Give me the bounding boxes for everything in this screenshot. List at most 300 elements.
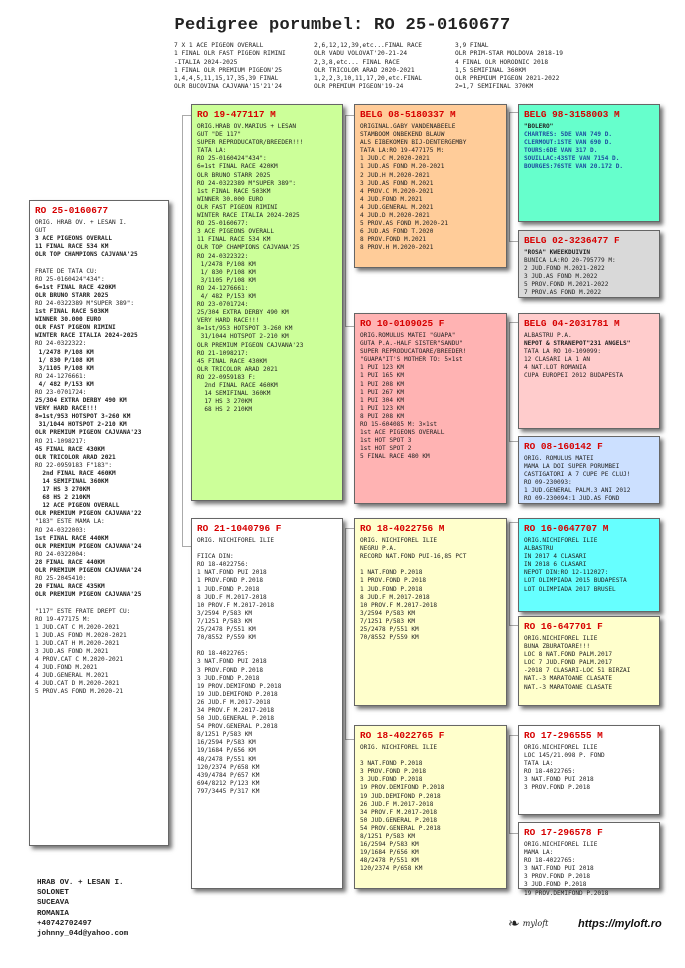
detail-line: RO 18-4022765:	[524, 857, 576, 865]
detail-line: 26 JUD.F M.2017-2018	[360, 800, 434, 808]
detail-line: 3 JUD.AS FOND M.2022	[524, 273, 598, 281]
detail-line: SUPER REPRODUCATOR/BREEDER!!!	[197, 139, 304, 147]
detail-line: MAMA LA DOI SUPER PORUMBEI	[524, 463, 620, 471]
detail-line: RO 21-1098217:	[35, 437, 87, 445]
detail-line: 1/2478 P/108 KM	[197, 260, 256, 268]
detail-line: 3 NAT.FOND P.2018	[360, 760, 423, 768]
detail-line: 70/8552 P/559 KM	[360, 634, 419, 642]
detail-line: NEPOT & STRANEPOT"231 ANGELS"	[524, 340, 631, 348]
card-dam	[191, 518, 343, 889]
detail-line: ORIG.HRAB OV.MARIUS + LESAN	[197, 123, 297, 130]
detail-line: ORIG.NICHIFOREL ILIE	[524, 635, 598, 642]
detail-line: RO 24-1276661:	[197, 284, 249, 292]
detail-line: LOC 145/21.098 P. FOND	[524, 752, 605, 760]
detail-line: STAMBOOM ONBEKEND BLAUW	[360, 131, 445, 139]
achievement-line: 4 FINAL OLR HORODNIC 2018	[455, 58, 549, 66]
detail-line: BUNICA LA:RO 20-795779 M:	[524, 257, 616, 265]
card-details	[35, 219, 163, 697]
detail-line: RO 18-4022765:	[524, 768, 576, 776]
detail-line: 25/2478 P/551 KM	[360, 626, 419, 634]
card-sss	[518, 104, 660, 222]
detail-line: 12 ACE PIGEON OVERALL	[35, 502, 120, 510]
detail-line: 4 JUD.D M.2020-2021	[360, 212, 430, 220]
card-details	[524, 744, 654, 793]
detail-line: 31/1044 HOTSPOT 2-210 KM	[35, 421, 127, 429]
site-logo	[508, 916, 548, 932]
detail-line: BOURGES:76STE VAN 20.172 D.	[524, 163, 624, 171]
detail-line: RO 25-0160424"434":	[197, 155, 267, 163]
detail-line: 50 JUD.GENERAL P.2018	[360, 816, 438, 824]
detail-line: "BOLERO"	[524, 123, 554, 130]
card-details	[524, 249, 654, 298]
detail-line: ORIG. NICHIFOREL ILIE	[360, 744, 438, 751]
detail-line: 17 HS 3 270KM	[197, 398, 253, 406]
card-sdd	[518, 436, 660, 504]
detail-line: 4 JUD.GENERAL M.2021	[35, 672, 109, 680]
detail-line: "ROSA" KWEEKDUIVIN	[524, 249, 591, 256]
achievement-line: 1,4,4,5,11,15,17,35,39 FINAL	[174, 75, 279, 83]
detail-line: RO 18-4022765:	[197, 650, 249, 658]
detail-line: 3 ACE PIGEONS OVERALL	[197, 228, 275, 236]
detail-line: 11 FINAL RACE 534 KM	[35, 243, 109, 251]
detail-line: ORIG. NICHIFOREL ILIE	[197, 537, 275, 544]
card-details	[524, 455, 654, 504]
detail-line: RO 25-2045410:	[35, 575, 87, 583]
detail-line: 1 JUD.GENERAL PALM.3 ANI 2012	[524, 487, 631, 495]
achievement-line: 7 X 1 ACE PIGEON OVERALL	[174, 42, 264, 49]
detail-line: 5 PROV.AS FOND M.2020-21	[35, 688, 124, 696]
detail-line: FRATE DE TATA CU:	[35, 267, 98, 275]
achievement-line: 1 FINAL OLR FAST PIGEON RIMINI	[174, 50, 286, 58]
detail-line: 11 FINAL RACE 534 KM	[197, 236, 271, 244]
detail-line: 68 HS 2 210KM	[35, 494, 91, 502]
detail-line: 439/4784 P/657 KM	[197, 771, 260, 779]
detail-line: 8 PROV.FOND M.2021	[360, 236, 427, 244]
detail-line: 25/304 EXTRA DERBY 490 KM	[197, 309, 289, 317]
connector	[509, 522, 518, 626]
pigeon-icon: ❧	[508, 916, 520, 932]
detail-line: 1 PUI 208 KM	[360, 380, 405, 388]
owner-line: SOLONET	[37, 889, 69, 898]
detail-line: NEPOT DIN:RO 12-112027:	[524, 569, 609, 577]
achievement-line: 2,3,8,etc... FINAL RACE	[314, 58, 400, 66]
detail-line: 3/1105 P/108 KM	[197, 276, 256, 284]
detail-line: ORIGINAL.GABY VANDENABEELE	[360, 123, 456, 130]
detail-line	[197, 642, 337, 650]
detail-line: 20 FINAL RACE 435KM	[35, 583, 105, 591]
card-subject	[29, 200, 169, 846]
card-sire	[191, 104, 343, 501]
detail-line: WINNER 30.000 EURO	[35, 316, 102, 324]
detail-line: 1 PUI 304 KM	[360, 396, 405, 404]
detail-line: 4 JUD.FOND M.2021	[35, 664, 98, 672]
detail-line: OLR TRICOLOR ARAD 2021	[197, 365, 278, 373]
detail-line: 4 NAT.LOT ROMANIA	[524, 364, 587, 372]
owner-line: HRAB OV. + LESAN I.	[37, 879, 124, 887]
card-details	[524, 332, 654, 381]
detail-line: OLR PREMIUM PIGEON CAJVANA'23	[197, 341, 304, 349]
detail-line: 1/ 830 P/108 KM	[35, 356, 94, 364]
detail-line: 1 PUI 165 KM	[360, 372, 405, 380]
detail-line: 3 NAT.FOND PUI 2018	[524, 776, 594, 784]
detail-line: 70/8552 P/559 KM	[197, 634, 256, 642]
detail-line: SUPER REPRODUCATOARE/BREEDER!	[360, 348, 467, 356]
detail-line	[360, 561, 501, 569]
connector	[509, 112, 518, 242]
detail-line: WINTER RACE ITALIA 2024-2025	[197, 212, 300, 220]
detail-line: OLR TOP CHAMPIONS CAJVANA'25	[197, 244, 300, 252]
detail-line: 54 PROV.GENERAL P.2018	[197, 723, 278, 731]
detail-line	[197, 545, 337, 553]
detail-line: RO 25-0160424"434":	[35, 275, 105, 283]
connector	[509, 735, 518, 834]
detail-line	[35, 259, 163, 267]
detail-line: RO 18-4022756:	[197, 561, 249, 569]
achievement-line: -ITALIA 2024-2025	[174, 58, 238, 66]
detail-line: 797/3445 P/317 KM	[197, 787, 260, 795]
detail-line: OLR TOP CHAMPIONS CAJVANA'25	[35, 251, 138, 259]
detail-line: "183" ESTE MAMA LA:	[35, 518, 105, 526]
detail-line: NEGRU P.A.	[360, 545, 397, 553]
owner-line: ROMANIA	[37, 909, 69, 918]
connector	[345, 528, 354, 740]
detail-line: 1 JUD.C M.2020-2021	[360, 155, 430, 163]
detail-line: 8 JUD.F M.2017-2018	[197, 593, 267, 601]
card-details	[524, 841, 654, 898]
detail-line: 3 JUD.FOND P.2018	[524, 881, 587, 889]
detail-line: 1st HOT SPOT 2	[360, 445, 412, 453]
detail-line: 5 PROV.FOND M.2021-2022	[524, 281, 609, 289]
detail-line: 3/2594 P/583 KM	[197, 609, 253, 617]
card-dam-sire	[354, 518, 507, 706]
detail-line: 16/2594 P/583 KM	[360, 841, 419, 849]
detail-line: LOT OLIMPIADA 2017 BRUSEL	[524, 585, 616, 593]
detail-line: 19 PROV.DEMIFOND P.2018	[360, 784, 445, 792]
detail-line: 3 NAT.FOND PUI 2018	[524, 865, 594, 873]
detail-line: 6=1st FINAL RACE 420KM	[197, 163, 278, 171]
detail-line: LOC 8 NAT.FOND PALM.2017	[524, 651, 613, 659]
detail-line: 19/1684 P/656 KM	[360, 849, 419, 857]
detail-line: 1 JUD.CAT H M.2020-2021	[35, 639, 120, 647]
detail-line: RO 19-477175 M:	[35, 615, 91, 623]
achievements-col-3	[455, 42, 563, 92]
detail-line: TATA LA:	[197, 147, 227, 155]
detail-line: CUPA EUROPEI 2012 BUDAPESTA	[524, 372, 624, 380]
detail-line: RO 23-0701724:	[197, 301, 249, 309]
detail-line: ORIG.NICHIFOREL ILIE	[524, 841, 598, 848]
ring-number: RO 19-477117 M	[197, 109, 276, 120]
achievement-line: OLR PRIM-STAR MOLDOVA 2018-19	[455, 50, 564, 58]
detail-line: 1st ACE PIGEONS OVERALL	[360, 429, 445, 437]
detail-line: 3 NAT.FOND PUI 2018	[197, 658, 267, 666]
detail-line: 1st FINAL RACE 503KM	[197, 187, 271, 195]
detail-line: 48/2478 P/551 KM	[360, 857, 419, 865]
detail-line: GUTA P.A.-HALF SISTER"SANDU"	[360, 340, 463, 348]
owner-info	[37, 878, 128, 939]
ring-number: RO 25-0160677	[35, 205, 109, 216]
detail-line: 10 PROV.F M.2017-2018	[197, 601, 275, 609]
detail-line: 2nd FINAL RACE 460KM	[197, 382, 278, 389]
detail-line: RO 09-230093:	[524, 479, 572, 487]
card-details	[360, 744, 501, 874]
detail-line: RO 24-0322004:	[35, 550, 87, 558]
detail-line: VERY HARD RACE!!!	[197, 317, 260, 325]
detail-line: 31/1044 HOTSPOT 2-210 KM	[197, 333, 289, 341]
detail-line: 1st HOT SPOT 3	[360, 437, 412, 445]
card-details	[524, 123, 654, 172]
owner-line: johnny_04d@yahoo.com	[37, 930, 129, 939]
card-ssd	[518, 230, 660, 298]
ring-number: RO 18-4022756 M	[360, 523, 445, 534]
detail-line: BUNA ZBURATOARE!!!	[524, 643, 591, 651]
detail-line: TATA LA:RO 19-477175 M:	[360, 147, 445, 155]
detail-line: 3 JUD.AS FOND M.2021	[35, 647, 109, 655]
detail-line: RO 25-0160677:	[197, 220, 249, 228]
detail-line: 2nd FINAL RACE 460KM	[35, 469, 116, 477]
detail-line: TATA LA RO 10-109099:	[524, 348, 602, 356]
ring-number: BELG 02-3236477 F	[524, 235, 620, 246]
detail-line: OLR PREMIUM PIGEON CAJVANA'24	[35, 567, 142, 575]
detail-line: 4 JUD.GENERAL M.2021	[360, 203, 434, 211]
detail-line: 694/8212 P/123 KM	[197, 779, 260, 787]
detail-line: OLR BRUNO STARR 2025	[197, 171, 271, 179]
detail-line: 7/1251 P/583 KM	[360, 617, 416, 625]
detail-line: 45 FINAL RACE 430KM	[35, 445, 105, 453]
detail-line: 1 PUI 123 KM	[360, 404, 405, 412]
detail-line: 26 JUD.F M.2017-2018	[197, 698, 271, 706]
detail-line: OLR FAST PIGEON RIMINI	[197, 203, 278, 211]
detail-line: 14 SEMIFINAL 360KM	[35, 478, 109, 485]
detail-line: -2018 7 CLASARI-LOC 51 BIRZAI	[524, 667, 631, 675]
detail-line: 19 PROV.DEMIFOND P.2018	[524, 889, 609, 897]
detail-line: 1 JUD.AS FOND M.20-2021	[360, 163, 445, 171]
owner-line: SUCEAVA	[37, 899, 69, 908]
detail-line: 5 PROV.AS FOND M.2020-21	[360, 220, 449, 228]
detail-line: 4 JUD.FOND M.2021	[360, 195, 423, 203]
detail-line: CASTIGATORI A 7 CUPE PE CLUJ!	[524, 471, 631, 479]
detail-line: RO 24-0322003:	[35, 526, 87, 534]
detail-line: 19 JUD.DEMIFOND P.2018	[197, 690, 278, 698]
ring-number: BELG 98-3158003 M	[524, 109, 620, 120]
card-sire-sire	[354, 104, 507, 268]
detail-line: RO 24-1276661:	[35, 372, 87, 380]
owner-line: +40742702497	[37, 919, 92, 928]
card-details	[524, 537, 654, 594]
achievement-line: 2=1,7 SEMIFINAL 370KM	[455, 83, 534, 91]
detail-line: ORIG.NICHIFOREL ILIE	[524, 744, 598, 751]
achievement-line: OLR VADU VOLOVAT'20-21-24	[314, 50, 408, 58]
detail-line: 1 NAT.FOND PUI 2018	[197, 569, 267, 577]
ring-number: RO 18-4022765 F	[360, 730, 445, 741]
achievement-line: OLR PREMIUM PIGEON 2021-2022	[455, 75, 560, 83]
detail-line: 1 JUD.AS FOND M.2020-2021	[35, 631, 127, 639]
detail-line: RECORD NAT.FOND PUI-16,85 PCT	[360, 553, 467, 561]
detail-line: 2 JUD.FOND M.2021-2022	[524, 265, 605, 273]
detail-line	[35, 599, 163, 607]
detail-line: 4/ 482 P/153 KM	[35, 380, 94, 388]
site-url[interactable]: https://myloft.ro	[578, 918, 662, 930]
card-details	[360, 123, 501, 253]
detail-line: MAMA LA:	[524, 849, 554, 857]
detail-line: 48/2478 P/551 KM	[197, 755, 256, 763]
detail-line	[360, 752, 501, 760]
card-dsd	[518, 616, 660, 706]
detail-line: 3 JUD.FOND P.2018	[360, 776, 423, 784]
detail-line: OLR TRICOLOR ARAD 2021	[35, 453, 116, 461]
detail-line: GUT	[35, 227, 47, 235]
detail-line: 1st FINAL RACE 503KM	[35, 308, 109, 316]
detail-line: RO 24-0322389 M"SUPER 389":	[35, 299, 135, 307]
detail-line: 8 PROV.H M.2020-2021	[360, 244, 434, 252]
detail-line: WINTER RACE ITALIA 2024-2025	[35, 332, 138, 340]
detail-line: CLERMOUT:1STE VAN 690 D.	[524, 139, 613, 147]
detail-line: 8/1251 P/583 KM	[197, 731, 253, 739]
achievement-line: 1,5 SEMIFINAL 360KM	[455, 66, 526, 74]
detail-line: OLR FAST PIGEON RIMINI	[35, 324, 116, 332]
detail-line: 68 HS 2 210KM	[197, 406, 253, 414]
detail-line: 19/1684 P/656 KM	[197, 747, 256, 755]
page-title: Pedigree porumbel: RO 25-0160677	[174, 16, 511, 35]
detail-line: OLR PREMIUM PIGEON CAJVANA'23	[35, 429, 142, 437]
achievement-line: 2,6,12,12,39,etc...FINAL RACE	[314, 42, 423, 49]
detail-line: RO 21-1098217:	[197, 349, 249, 357]
detail-line: OLR BRUNO STARR 2025	[35, 291, 109, 299]
detail-line: 1 NAT.FOND P.2018	[360, 569, 423, 577]
card-dss	[518, 518, 660, 612]
detail-line: 6=1st FINAL RACE 420KM	[35, 283, 116, 291]
ring-number: RO 16-647701 F	[524, 621, 603, 632]
detail-line: 1 PUI 123 KM	[360, 364, 405, 372]
detail-line: ALBASTRU P.A.	[524, 332, 572, 339]
detail-line: ALS EIBEKOMEN BIJ-DENTERGEMBY	[360, 139, 467, 147]
detail-line: "117" ESTE FRATE DREPT CU:	[35, 607, 131, 615]
detail-line: 3 PROV.FOND P.2018	[524, 873, 591, 881]
detail-line: 8/1251 P/583 KM	[360, 833, 416, 841]
detail-line: TATA LA:	[524, 760, 554, 768]
achievement-line: 1 FINAL OLR PREMIUM PIGEON'25	[174, 66, 283, 74]
detail-line: 1 PUI 267 KM	[360, 388, 405, 396]
detail-line: 25/304 EXTRA DERBY 490 KM	[35, 397, 127, 405]
achievement-line: OLR BUCOVINA CAJVANA'15'21'24	[174, 83, 283, 91]
detail-line: 1/ 830 P/108 KM	[197, 268, 256, 276]
detail-line: RO 24-0322322:	[197, 252, 249, 260]
detail-line: TOURS:6DE VAN 317 D.	[524, 147, 598, 155]
detail-line: 14 SEMIFINAL 360KM	[197, 390, 271, 398]
detail-line: ALBASTRU	[524, 545, 554, 553]
connector	[345, 115, 354, 327]
logo-text: myloft	[522, 919, 549, 928]
detail-line: 4 JUD.CAT D M.2020-2021	[35, 680, 120, 688]
ring-number: RO 16-0647707 M	[524, 523, 609, 534]
connector	[509, 322, 518, 442]
detail-line: 19 PROV.DEMIFOND P.2018	[197, 682, 282, 690]
detail-line: ORIG.ROMULUS MATEI "GUAPA"	[360, 332, 456, 339]
detail-line: ORIG.NICHIFOREL ILIE	[524, 537, 598, 544]
detail-line: "GUAPA"IT'S MOTHER TO: 5×1st	[360, 356, 463, 364]
detail-line: LOC 7 JUD.FOND PALM.2017	[524, 659, 613, 667]
achievement-line: 3,9 FINAL	[455, 42, 489, 49]
detail-line: 8 PUI 208 KM	[360, 412, 405, 420]
achievements-col-1	[174, 42, 286, 92]
ring-number: RO 10-0109025 F	[360, 318, 445, 329]
detail-line: OLR PREMIUM PIGEON CAJVANA'22	[35, 510, 142, 518]
detail-line: 4/ 482 P/153 KM	[197, 292, 256, 300]
detail-line: ORIG. NICHIFOREL ILIE	[360, 537, 438, 544]
detail-line: 19 JUD.DEMIFOND P.2018	[360, 792, 441, 800]
detail-line: OLR PREMIUM PIGEON CAJVANA'25	[35, 591, 142, 599]
card-dam-dam	[354, 725, 507, 889]
detail-line: ORIG. ROMULUS MATEI	[524, 455, 594, 462]
detail-line: 120/2374 P/658 KM	[360, 865, 423, 873]
detail-line: OLR PREMIUM PIGEON CAJVANA'24	[35, 542, 142, 550]
detail-line: FIICA DIN:	[197, 553, 234, 561]
ring-number: BELG 04-2031781 M	[524, 318, 620, 329]
detail-line: 6 JUD.AS FOND T.2020	[360, 228, 434, 236]
achievement-line: OLR TRICOLOR ARAD 2020-2021	[314, 66, 415, 74]
card-dds	[518, 725, 660, 815]
card-ddd	[518, 822, 660, 897]
detail-line: 8=1st/953 HOTSPOT 3-260 KM	[35, 413, 131, 421]
detail-line: RO 23-0701724:	[35, 388, 87, 396]
detail-line: RO 24-0322389 M"SUPER 389":	[197, 179, 297, 187]
ring-number: RO 08-160142 F	[524, 441, 603, 452]
detail-line: 7/1251 P/583 KM	[197, 617, 253, 625]
detail-line: 8 JUD.F M.2017-2018	[360, 593, 430, 601]
detail-line: 12 CLASARI LA 1 AN	[524, 356, 591, 364]
detail-line: 1st FINAL RACE 440KM	[35, 534, 109, 542]
detail-line: 16/2594 P/583 KM	[197, 739, 256, 747]
detail-line: 4 PROV.CAT C M.2020-2021	[35, 656, 124, 664]
detail-line: 3 PROV.FOND P.2018	[360, 768, 427, 776]
detail-line: NAT.-3 MARATOANE CLASATE	[524, 675, 613, 683]
detail-line: 120/2374 P/658 KM	[197, 763, 260, 771]
detail-line: LOT OLIMPIADA 2015 BUDAPESTA	[524, 577, 627, 585]
detail-line: 34 PROV.F M.2017-2018	[197, 706, 275, 714]
detail-line: 1 JUD.FOND P.2018	[360, 585, 423, 593]
ring-number: RO 17-296555 M	[524, 730, 603, 741]
card-details	[197, 537, 337, 796]
detail-line: IN 2017 4 CLASARI	[524, 553, 587, 561]
detail-line: 2 JUD.H M.2020-2021	[360, 171, 430, 179]
card-details	[197, 123, 337, 414]
ring-number: BELG 08-5180337 M	[360, 109, 456, 120]
ring-number: RO 21-1040796 F	[197, 523, 282, 534]
detail-line: 8=1st/953 HOTSPOT 3-260 KM	[197, 325, 293, 333]
detail-line: RO 22-0959183 F"183":	[35, 461, 113, 469]
detail-line: IN 2018 6 CLASARI	[524, 561, 587, 569]
detail-line: 1/2478 P/108 KM	[35, 348, 94, 356]
card-details	[360, 537, 501, 642]
detail-line: 17 HS 3 270KM	[35, 486, 91, 494]
connector	[182, 115, 191, 547]
detail-line: 7 PROV.AS FOND M.2022	[524, 289, 602, 297]
card-sds	[518, 313, 660, 429]
detail-line: 3 JUD.AS FOND M.2021	[360, 179, 434, 187]
achievements-col-2	[314, 42, 422, 92]
detail-line: RO 22-0959183 F:	[197, 373, 256, 381]
detail-line: RO 09-230094:1 JUD.AS FOND	[524, 495, 620, 503]
detail-line: 1 PROV.FOND P.2018	[360, 577, 427, 585]
detail-line: 1 JUD.CAT C M.2020-2021	[35, 623, 120, 631]
detail-line: 3/2594 P/583 KM	[360, 609, 416, 617]
detail-line: 3 PROV.FOND P.2018	[524, 784, 591, 792]
detail-line: 1 PROV.FOND P.2018	[197, 577, 264, 585]
detail-line: GUT "DE 117"	[197, 131, 242, 139]
ring-number: RO 17-296578 F	[524, 827, 603, 838]
detail-line: RO 24-0322322:	[35, 340, 87, 348]
card-details	[524, 635, 654, 692]
detail-line: VERY HARD RACE!!!	[35, 405, 98, 413]
